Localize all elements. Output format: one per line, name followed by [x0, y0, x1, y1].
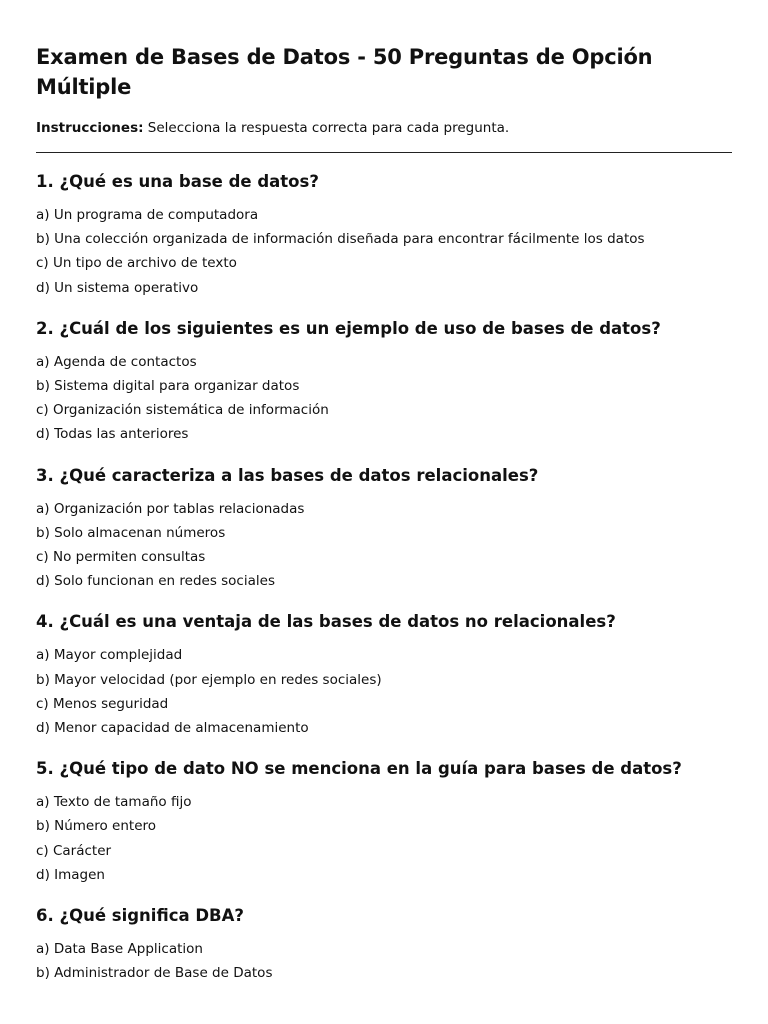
instructions [36, 118, 732, 138]
instructions-text: Selecciona la respuesta correcta para cada pregunta. [143, 120, 510, 136]
question-title: 3. ¿Qué caracteriza a las bases de datos relacionales? [36, 465, 539, 485]
answer-option: b) Administrador de Base de Datos [36, 965, 273, 982]
answer-option: b) Solo almacenan números [36, 524, 226, 541]
answer-option: c) No permiten consultas [36, 549, 206, 566]
answer-option: c) Organización sistemática de información [36, 402, 329, 419]
answer-option: d) Menor capacidad de almacenamiento [36, 720, 309, 737]
answer-option: a) Agenda de contactos [36, 353, 197, 370]
question-title: 6. ¿Qué significa DBA? [36, 906, 244, 926]
answer-option: d) Solo funcionan en redes sociales [36, 573, 275, 590]
instructions-label: Instrucciones: [36, 120, 144, 136]
page-title: Examen de Bases de Datos - 50 Preguntas de Opción Múltiple [36, 45, 653, 99]
answer-option: b) Sistema digital para organizar datos [36, 378, 300, 395]
answer-option: c) Carácter [36, 842, 112, 859]
question-5 [36, 757, 732, 887]
header-divider [36, 152, 732, 153]
answer-option: b) Mayor velocidad (por ejemplo en redes sociales) [36, 671, 382, 688]
question-3 [36, 464, 732, 594]
answer-option: d) Imagen [36, 866, 105, 883]
question-title: 4. ¿Cuál es una ventaja de las bases de datos no relacionales? [36, 612, 616, 632]
question-title: 1. ¿Qué es una base de datos? [36, 172, 319, 191]
answer-option: b) Número entero [36, 818, 157, 835]
question-4 [36, 610, 732, 740]
question-1 [36, 170, 732, 300]
question-title: 2. ¿Cuál de los siguientes es un ejemplo de uso de bases de datos? [36, 318, 661, 338]
answer-option: c) Menos seguridad [36, 695, 169, 712]
answer-option: a) Organización por tablas relacionadas [36, 500, 305, 517]
answer-option: a) Texto de tamaño fijo [36, 794, 192, 811]
answer-option: a) Un programa de computadora [36, 207, 259, 223]
question-6 [36, 904, 732, 985]
question-2 [36, 317, 732, 447]
answer-option: d) Un sistema operativo [36, 279, 199, 296]
question-title: 5. ¿Qué tipo de dato NO se menciona en la guía para bases de datos? [36, 759, 682, 779]
answer-option: b) Una colección organizada de información diseñada para encontrar fácilmente los datos [36, 231, 645, 248]
answer-option: c) Un tipo de archivo de texto [36, 255, 237, 272]
answer-option: a) Mayor complejidad [36, 647, 183, 664]
answer-option: d) Todas las anteriores [36, 426, 189, 443]
answer-option: a) Data Base Application [36, 941, 203, 958]
